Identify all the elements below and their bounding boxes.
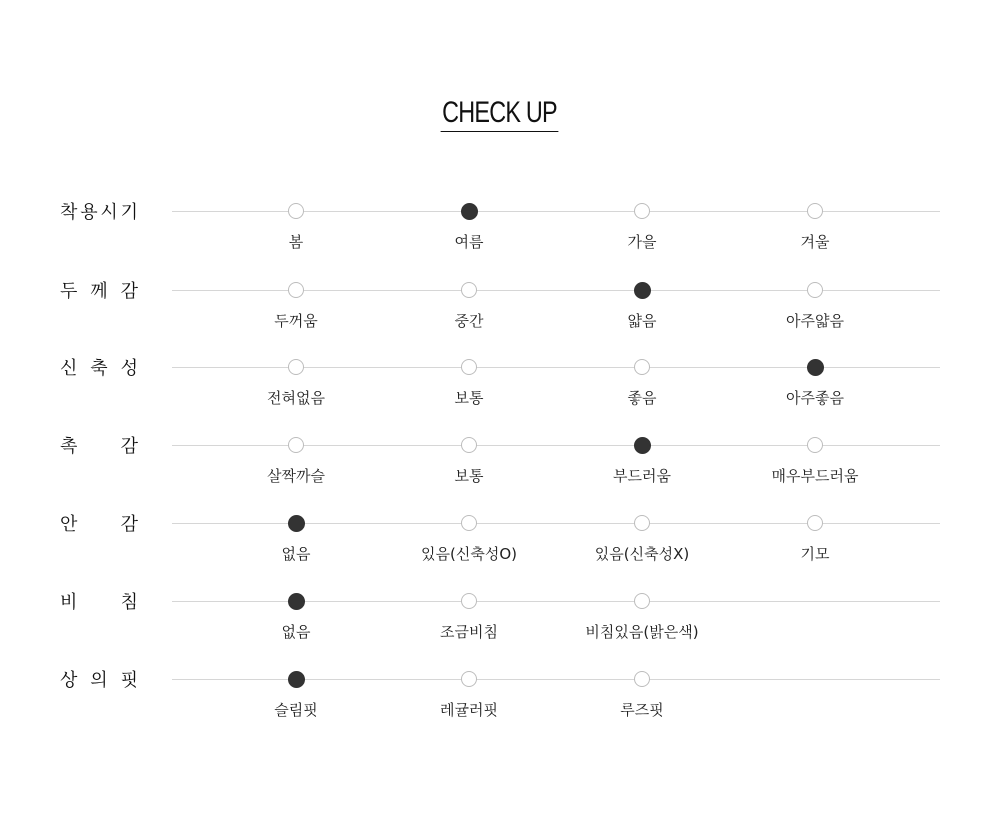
empty-dot-icon	[634, 359, 650, 375]
option-label: 있음(신축성O)	[421, 545, 517, 563]
option-label: 조금비침	[440, 623, 498, 641]
empty-dot-icon	[288, 282, 304, 298]
checkup-row	[0, 670, 1000, 739]
empty-dot-icon	[461, 515, 477, 531]
option-label: 겨울	[800, 233, 830, 251]
row-label-char: 께	[90, 281, 108, 302]
option-label: 있음(신축성X)	[594, 545, 690, 563]
option-label: 얇음	[627, 312, 657, 330]
option-label: 없음	[281, 623, 311, 641]
checkup-row	[0, 202, 1000, 271]
empty-dot-icon	[461, 593, 477, 609]
check-up-header	[0, 96, 1000, 132]
option-label: 루즈핏	[620, 701, 664, 719]
empty-dot-icon	[634, 671, 650, 687]
empty-dot-icon	[634, 515, 650, 531]
checkup-row	[0, 281, 1000, 350]
checkup-row	[0, 436, 1000, 505]
row-label	[60, 668, 138, 690]
row-label-char: 의	[90, 670, 108, 691]
row-label-char: 안	[60, 514, 78, 535]
row-label	[60, 590, 138, 612]
option-label: 좋음	[627, 389, 657, 407]
empty-dot-icon	[288, 437, 304, 453]
row-label-char: 신	[60, 358, 78, 379]
row-label-char: 감	[120, 514, 138, 535]
row-label-char: 침	[120, 592, 138, 613]
row-label-char: 두	[60, 281, 78, 302]
selected-dot-icon	[288, 515, 305, 532]
row-label-char: 축	[90, 358, 108, 379]
option-label: 슬림핏	[274, 701, 318, 719]
checkup-row	[0, 358, 1000, 427]
row-label	[60, 200, 138, 222]
empty-dot-icon	[461, 282, 477, 298]
row-label-char: 용	[80, 202, 98, 223]
empty-dot-icon	[461, 359, 477, 375]
option-label: 보통	[454, 389, 484, 407]
row-label-char: 감	[120, 281, 138, 302]
selected-dot-icon	[634, 437, 651, 454]
checkup-row	[0, 592, 1000, 661]
row-label-char: 시	[100, 202, 118, 223]
row-label	[60, 512, 138, 534]
option-label: 여름	[454, 233, 484, 251]
option-label: 비침있음(밝은색)	[585, 623, 699, 641]
selected-dot-icon	[634, 282, 651, 299]
option-label: 아주얇음	[786, 312, 844, 330]
option-label: 레귤러핏	[440, 701, 498, 719]
empty-dot-icon	[807, 515, 823, 531]
selected-dot-icon	[807, 359, 824, 376]
empty-dot-icon	[288, 359, 304, 375]
empty-dot-icon	[634, 203, 650, 219]
row-label-char: 기	[120, 202, 138, 223]
row-label	[60, 279, 138, 301]
row-label-char: 핏	[120, 670, 138, 691]
option-label: 아주좋음	[786, 389, 844, 407]
row-label	[60, 356, 138, 378]
option-label: 없음	[281, 545, 311, 563]
option-label: 부드러움	[613, 467, 671, 485]
empty-dot-icon	[807, 437, 823, 453]
option-label: 살짝까슬	[267, 467, 325, 485]
option-label: 중간	[454, 312, 484, 330]
option-label: 보통	[454, 467, 484, 485]
row-label-char: 상	[60, 670, 78, 691]
empty-dot-icon	[634, 593, 650, 609]
row-label-char: 착	[60, 202, 78, 223]
empty-dot-icon	[807, 282, 823, 298]
selected-dot-icon	[461, 203, 478, 220]
checkup-row	[0, 514, 1000, 583]
selected-dot-icon	[288, 671, 305, 688]
empty-dot-icon	[807, 203, 823, 219]
row-label	[60, 434, 138, 456]
page-title: CHECK UP	[441, 96, 559, 132]
option-label: 두꺼움	[274, 312, 318, 330]
option-label: 기모	[800, 545, 830, 563]
row-label-char: 감	[120, 436, 138, 457]
row-label-char: 성	[120, 358, 138, 379]
option-label: 매우부드러움	[771, 467, 859, 485]
empty-dot-icon	[288, 203, 304, 219]
row-label-char: 촉	[60, 436, 78, 457]
option-label: 가을	[627, 233, 657, 251]
row-label-char: 비	[60, 592, 78, 613]
empty-dot-icon	[461, 437, 477, 453]
selected-dot-icon	[288, 593, 305, 610]
empty-dot-icon	[461, 671, 477, 687]
option-label: 전혀없음	[267, 389, 325, 407]
option-label: 봄	[288, 233, 304, 251]
